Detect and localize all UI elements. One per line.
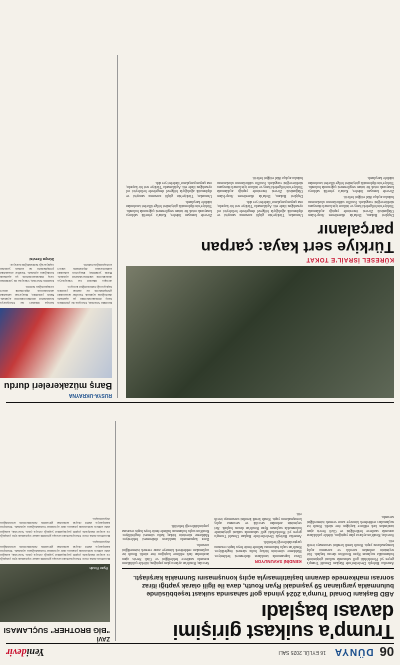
bottom-headline: Türkiye sert kaya: çarpan parçalanır <box>201 221 394 255</box>
paragraph: Zirvede konuşan liderler, Katar'a yönelik saldırıyı kınayarak ortak bir tutum sergilenmesi çağrısında bulundu. Türkiye'nin diplomatik girişimleri bölge ülkeleri tarafından takdirle karşılandı. <box>308 176 394 194</box>
side-text <box>0 436 110 562</box>
paragraph: Dava kapsamında tanıkların dinlenmesi bekleniyor. Mahkeme sürecinin birkaç hafta sürmesi öngörülüyor. Routh'un suçlu bulunması halinde ömür boyu hapis cezasına çarptırılabileceği belirtildi. <box>122 524 210 542</box>
page-number: 06 <box>379 644 394 660</box>
main-story <box>122 415 394 641</box>
paragraph: Zirvede konuşan liderler, Katar'a yönelik saldırıyı kınayarak ortak bir tutum sergilenmesi çağrısında bulundu. Türkiye'nin diplomatik girişimleri bölge ülkeleri tarafından takdirle karşılandı. <box>126 199 212 217</box>
main-columns <box>122 415 394 565</box>
logo-main: Yeni <box>26 646 45 658</box>
main-column-3 <box>122 415 209 565</box>
issue-date: 16 EYLÜL 2025 SALI <box>278 649 326 655</box>
bottom-section <box>0 4 394 403</box>
right-column-1 <box>58 55 113 305</box>
right-photo <box>0 308 112 378</box>
paragraph: Routh'un daha önce Ukrayna'daki savaşa gönüllü asker toplamak için çalıştığı ve sosyal medyada çeşitli paylaşımlar yaptığı ortaya çıktı. Savcılık, sanığın elde edilen notlarında planına dair ayrıntılar bulunduğunu açıkladı. Trump'ın kampanya ekibi olayın ardından güvenlik önlemlerinin artırıldığını duyurmuştu. <box>0 540 110 562</box>
side-story <box>0 421 116 641</box>
main-subhead: KENDİNİ SAVUNUYOR <box>254 559 302 564</box>
divider <box>122 568 394 569</box>
masthead <box>6 643 394 660</box>
main-column-1 <box>307 415 394 565</box>
right-columns <box>0 55 112 305</box>
paragraph: Avrupa ülkeleri ise Ukrayna'ya desteklerini sürdüreceklerini açıkladı. Batılı yetkililer, Rusya'nın sahadaki saldırılarının diplomatik süreci zorlaştırdığını belirtti. <box>57 262 112 284</box>
paragraph: Avrupa ülkeleri ise Ukrayna'ya desteklerini sürdüreceklerini açıkladı. Batılı yetkililer, Rusya'nın sahadaki saldırılarının diplomatik süreci zorlaştırdığını belirtti. <box>0 284 55 305</box>
main-column-2 <box>214 415 301 565</box>
paragraph: Routh'un daha önce Ukrayna'daki savaşa gönüllü asker toplamak için çalıştığı ve sosyal medyada çeşitli paylaşımlar yaptığı ortaya çıktı. Savcılık, sanığın elde edilen notlarında planına dair ayrıntılar bulunduğunu açıkladı. Trump'ın kampanya ekibi olayın ardından güvenlik önlemlerinin artırıldığını duyurmuştu. <box>0 516 110 539</box>
paragraph: Amerika Birleşik Devletleri'nde Başkan Donald Trump'a geçen yıl Florida'daki golf sahasında suikast girişiminde bulunmakla suçlanan Ryan Routh'un davası başladı. Jüri seçiminin ardından savcılık ve savunma açılış konuşmalarını yaptı. Routh kendi kendini savunmayı tercih etti. <box>214 512 302 539</box>
paragraph: Dava kapsamında tanıkların dinlenmesi bekleniyor. Mahkeme sürecinin birkaç hafta sürmesi öngörülüyor. Routh'un suçlu bulunması halinde ömür boyu hapis cezasına çarptırılabileceği belirtildi. <box>214 540 302 558</box>
bottom-columns <box>126 7 394 217</box>
paragraph: Kremlin Sözcüsü, Ukrayna ile yürütülen barış müzakerelerinin şu aşamada durduğunu açıkladı. Taraflar arasındaki görüşmelerin ne zaman yeniden başlayacağı belirsizliğini koruyor. <box>57 284 112 305</box>
right-column-2 <box>0 55 55 305</box>
section-name: DÜNYA <box>333 646 374 658</box>
paragraph: Dışişleri Bakanı, Doha'da düzenlenen Arap-İslam Olağanüstü Zirvesi öncesinde yaptığı açıklamada Türkiye'nin bölgedeki barış ve istikrar için kararlı duruşunu sürdüreceğini vurguladı. İsrail'in saldırılarının uluslararası hukuku açıkça ihlal ettiğini belirtti. <box>217 176 303 198</box>
photo-caption: Ryan Routh <box>89 566 108 571</box>
byline: Dünya Servisi <box>29 256 55 261</box>
bottom-column-3 <box>126 7 212 217</box>
paragraph: Uzmanlar, Türkiye'nin güçlü savunma sanayisi ve diplomatik ağırlığıyla bölgesel dengelerde belirleyici rol oynadığını ifade etti. Açıklamada 'Türkiye sert bir kayadır, ona çarpan parçalanır' ifadeleri yer aldı. <box>217 199 303 217</box>
right-kicker: RUSYA-UKRAYNA <box>68 392 112 398</box>
paragraph: Amerika Birleşik Devletleri'nde Başkan Donald Trump'a geçen yıl Florida'daki golf sahasında suikast girişiminde bulunmakla suçlanan Ryan Routh'un davası başladı. Jüri seçiminin ardından savcılık ve savunma açılış konuşmalarını yaptı. Routh kendi kendini savunmayı tercih etti. <box>306 538 394 565</box>
right-headline: Barış müzakereleri durdu <box>3 381 112 391</box>
side-kicker: ZAVİ <box>96 635 110 641</box>
logo-sub: devir <box>6 646 27 658</box>
right-story <box>0 55 118 398</box>
side-photo <box>0 565 110 623</box>
bottom-photo <box>126 266 394 398</box>
bottom-story <box>126 7 394 398</box>
main-deck: ABD Başkanı Donald Trump'a 2024 yılında golf sahasında suikast teşebbüsünde bulunmakla yargılanan 59 yaşındaki Ryan Routh, dava ile ilgili olarak yaptığı itiraz sonrası mahkemede davanın başlatılmasıyla açılış konuşmasını Sunmakla karşılaştı. <box>133 574 394 597</box>
paragraph: Savcılar, Routh'un aylarca plan yaptığını, tüfekle çalılıkların arasında saatlerce beklediğini ve Gizli Servis ajanı tarafından fark edilince kaçtığını öne sürdü. Routh ise suçlamaları reddederek kimseye zarar vermek istemediğini savundu. <box>122 543 210 565</box>
bottom-column-2 <box>217 7 303 217</box>
main-headline: Trump'a suikast girişimi davası başladı <box>173 600 394 642</box>
paragraph: Savcılar, Routh'un aylarca plan yaptığını, tüfekle çalılıkların arasında saatlerce beklediğini ve Gizli Servis ajanı tarafından fark edilince kaçtığını öne sürdü. Routh ise suçlamaları reddederek kimseye zarar vermek istemediğini savundu. <box>306 515 394 538</box>
paragraph: Dışişleri Bakanı, Doha'da düzenlenen Arap-İslam Olağanüstü Zirvesi öncesinde yaptığı açıklamada Türkiye'nin bölgedeki barış ve istikrar için kararlı duruşunu sürdüreceğini vurguladı. İsrail'in saldırılarının uluslararası hukuku açıkça ihlal ettiğini belirtti. <box>308 195 394 217</box>
paragraph: Kremlin Sözcüsü, Ukrayna ile yürütülen barış müzakerelerinin şu aşamada durduğunu açıkladı. Taraflar arasındaki görüşmelerin ne zaman yeniden başlayacağı belirsizliğini koruyor. <box>0 262 55 284</box>
bottom-column-1 <box>308 7 394 217</box>
paragraph: Uzmanlar, Türkiye'nin güçlü savunma sanayisi ve diplomatik ağırlığıyla bölgesel dengelerde belirleyici rol oynadığını ifade etti. Açıklamada 'Türkiye sert bir kayadır, ona çarpan parçalanır' ifadeleri yer aldı. <box>126 180 212 198</box>
newspaper-logo <box>6 647 44 658</box>
side-title: "BİG BROTHER" SUÇLAMASI <box>3 626 110 635</box>
bottom-label: KÜRESEL İSRAİL'E TOKAT <box>305 256 394 262</box>
